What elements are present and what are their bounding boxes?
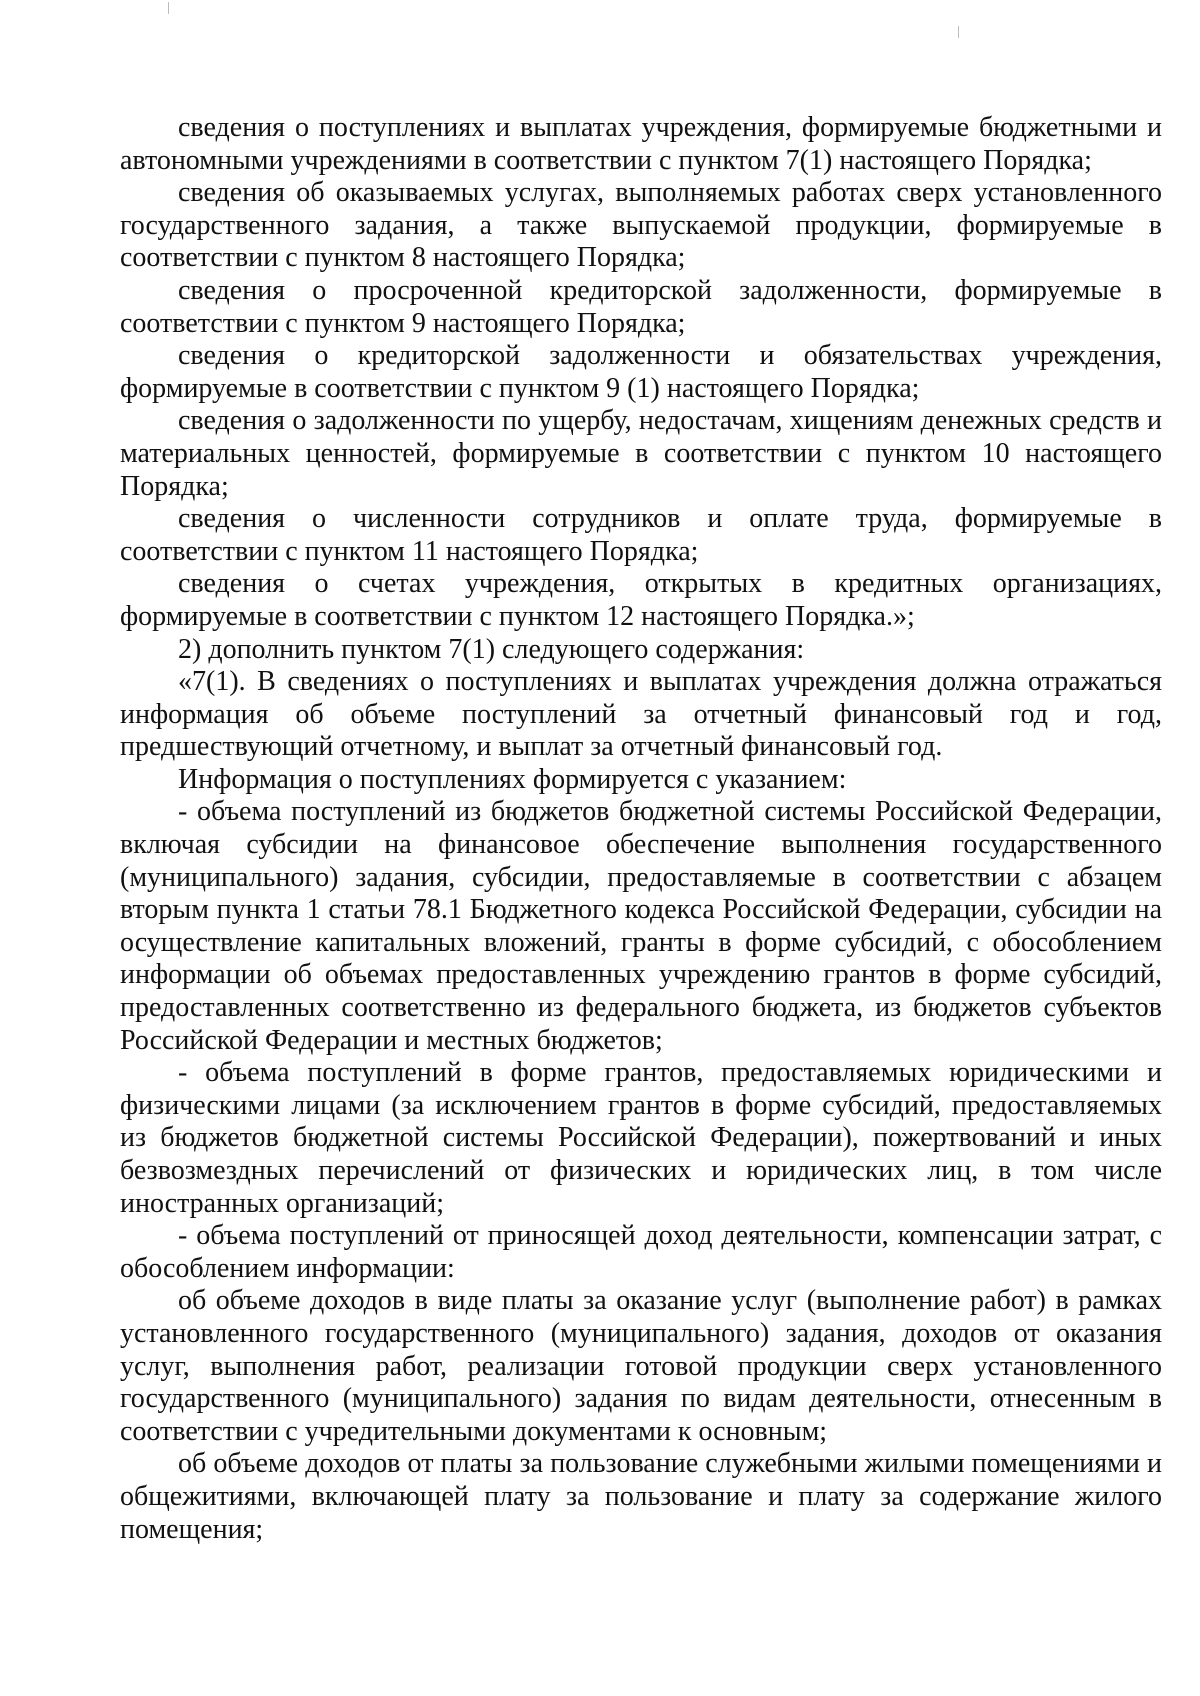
scan-artifact <box>168 2 169 14</box>
paragraph: об объеме доходов в виде платы за оказание услуг (выполнение работ) в рамках установленного государственного (муниципального) задания, доходов от оказания услуг, выполнения работ, реализации готовой продукции сверх установленного государственного (муниципального) задания по видам деятельности, отнесенным в соответствии с учредительными документами к основным; <box>120 1285 1162 1447</box>
paragraph: Информация о поступлениях формируется с указанием: <box>178 763 847 795</box>
paragraph: сведения о численности сотрудников и оплате труда, формируемые в соответствии с пунктом 11 настоящего Порядка; <box>120 503 1162 567</box>
paragraph: сведения о задолженности по ущербу, недостачам, хищениям денежных средств и материальных ценностей, формируемые в соответствии с пунктом 10 настоящего Порядка; <box>120 405 1162 502</box>
document-body <box>120 112 1162 1546</box>
scan-artifact <box>958 26 959 38</box>
paragraph: об объеме доходов от платы за пользование служебными жилыми помещениями и общежитиями, включающей плату за пользование и плату за содержание жилого помещения; <box>120 1448 1162 1545</box>
paragraph: - объема поступлений от приносящей доход деятельности, компенсации затрат, с обособлением информации: <box>120 1220 1162 1284</box>
paragraph: сведения о счетах учреждения, открытых в кредитных организациях, формируемые в соответствии с пунктом 12 настоящего Порядка.»; <box>120 568 1162 632</box>
paragraph: 2) дополнить пунктом 7(1) следующего содержания: <box>178 633 805 665</box>
paragraph: сведения об оказываемых услугах, выполняемых работах сверх установленного государственного задания, а также выпускаемой продукции, формируемые в соответствии с пунктом 8 настоящего Порядка; <box>120 177 1162 274</box>
paragraph: сведения о кредиторской задолженности и обязательствах учреждения, формируемые в соответствии с пунктом 9 (1) настоящего Порядка; <box>120 340 1162 404</box>
paragraph: сведения о просроченной кредиторской задолженности, формируемые в соответствии с пунктом 9 настоящего Порядка; <box>120 274 1162 339</box>
paragraph: «7(1). В сведениях о поступлениях и выплатах учреждения должна отражаться информация об объеме поступлений за отчетный финансовый год и год, предшествующий отчетному, и выплат за отчетный финансовый год. <box>120 666 1162 763</box>
paragraph: - объема поступлений из бюджетов бюджетной системы Российской Федерации, включая субсидии на финансовое обеспечение выполнения государственного (муниципального) задания, субсидии, предоставляемые в соответствии с абзацем вторым пункта 1 статьи 78.1 Бюджетного кодекса Российской Федерации, субсидии на осуществление капитальных вложений, гранты в форме субсидий, с обособлением информации об объемах предоставленных учреждению грантов в форме субсидий, предоставленных соответственно из федерального бюджета, из бюджетов субъектов Российской Федерации и местных бюджетов; <box>120 796 1162 1056</box>
paragraph: сведения о поступлениях и выплатах учреждения, формируемые бюджетными и автономными учреждениями в соответствии с пунктом 7(1) настоящего Порядка; <box>120 112 1162 176</box>
paragraph: - объема поступлений в форме грантов, предоставляемых юридическими и физическими лицами (за исключением грантов в форме субсидий, предоставляемых из бюджетов бюджетной системы Российской Федерации), пожертвований и иных безвозмездных перечислений от физических и юридических лиц, в том числе иностранных организаций; <box>120 1057 1162 1219</box>
